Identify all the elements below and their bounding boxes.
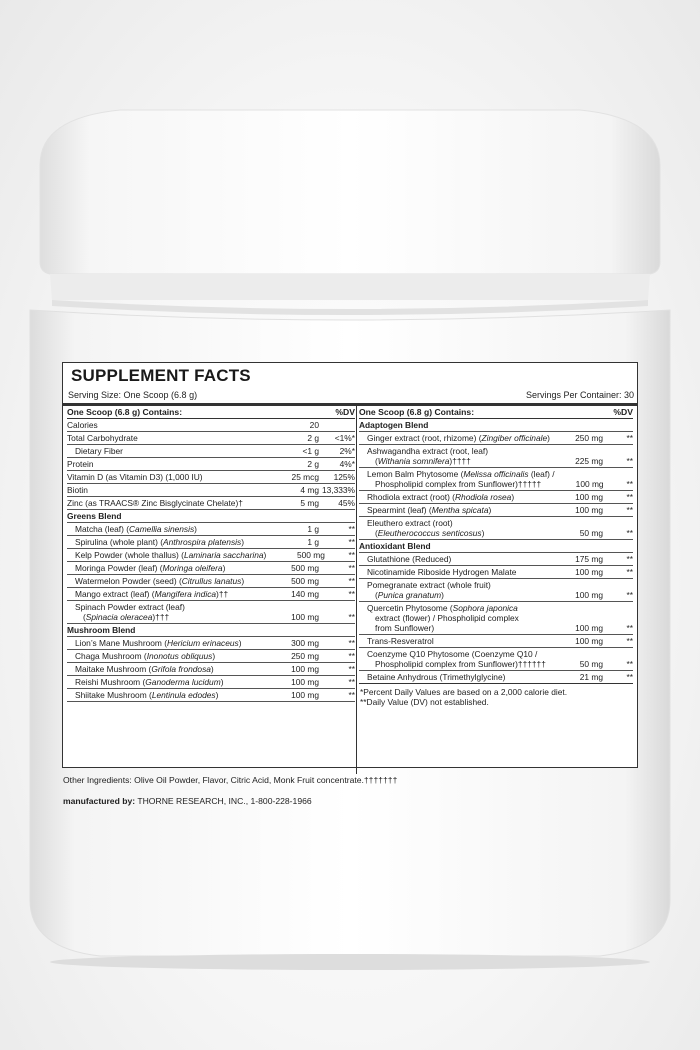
dv-note: *Percent Daily Values are based on a 2,000 calorie diet. [360,687,568,697]
nutrient-name: Calories [67,420,98,430]
other-ingredients: Other Ingredients: Olive Oil Powder, Flavor, Citric Acid, Monk Fruit concentrate.††††††† [63,775,398,785]
ingredient-name: Eleuthero extract (root) (Eleutherococcus senticosus) [367,518,485,538]
ingredient-dv: ** [348,576,355,586]
nutrient-amount: <1 g [302,446,319,456]
header-dv: %DV [335,407,355,417]
ingredient-row [67,588,355,601]
ingredient-amount: 100 mg [575,590,603,600]
ingredient-row [67,601,355,624]
ingredient-row [359,648,633,671]
ingredient-dv: ** [626,505,633,515]
nutrient-dv: 45% [338,498,355,508]
ingredient-amount: 1 g [307,524,319,534]
ingredient-name: Kelp Powder (whole thallus) (Laminaria saccharina) [75,550,267,560]
ingredient-dv: ** [348,612,355,622]
ingredient-amount: 100 mg [575,623,603,633]
ingredient-name: Coenzyme Q10 Phytosome (Coenzyme Q10 / Phospholipid complex from Sunflower)†††††† [367,649,546,669]
ingredient-dv: ** [626,492,633,502]
nutrient-dv: 2%* [339,446,355,456]
ingredient-dv: ** [348,638,355,648]
ingredient-row [359,566,633,579]
ingredient-name: Moringa Powder (leaf) (Moringa oleifera) [75,563,226,573]
ingredient-amount: 100 mg [575,636,603,646]
section-title: Greens Blend [67,511,122,521]
ingredient-amount: 140 mg [291,589,319,599]
nutrient-name: Biotin [67,485,88,495]
antioxidant-blend-heading [359,540,633,553]
ingredient-name: Rhodiola extract (root) (Rhodiola rosea) [367,492,515,502]
nutrient-row [67,432,355,445]
ingredient-dv: ** [626,659,633,669]
right-column [359,406,633,707]
ingredient-row [359,432,633,445]
ingredient-amount: 225 mg [575,456,603,466]
ingredient-dv: ** [626,433,633,443]
section-title: Antioxidant Blend [359,541,431,551]
ingredient-row [359,491,633,504]
ingredient-name: Ashwagandha extract (root, leaf) (Withania somnifera)†††† [367,446,489,466]
right-header-row [359,406,633,419]
ingredient-dv: ** [626,456,633,466]
nutrient-row [67,471,355,484]
nutrient-name: Protein [67,459,94,469]
ingredient-amount: 100 mg [291,677,319,687]
ingredient-dv: ** [626,554,633,564]
ingredient-dv: ** [348,677,355,687]
ingredient-row [359,602,633,635]
nutrient-row [67,419,355,432]
supplement-facts-panel [62,362,638,768]
nutrient-row [67,497,355,510]
ingredient-dv: ** [348,563,355,573]
ingredient-row [67,523,355,536]
nutrient-row [67,484,355,497]
ingredient-dv: ** [626,636,633,646]
ingredient-row [359,468,633,491]
header-label: One Scoop (6.8 g) Contains: [359,407,475,417]
ingredient-amount: 50 mg [579,659,603,669]
ingredient-amount: 500 mg [296,550,325,560]
ingredient-dv: ** [348,690,355,700]
left-header-row [67,406,355,419]
ingredient-amount: 175 mg [575,554,603,564]
ingredient-name: Nicotinamide Riboside Hydrogen Malate [367,567,517,577]
servings-per-container: Servings Per Container: 30 [525,390,634,400]
ingredient-row [359,517,633,540]
ingredient-name: Mango extract (leaf) (Mangifera indica)†† [75,589,229,599]
ingredient-amount: 21 mg [579,672,603,682]
ingredient-dv: ** [626,623,633,633]
nutrient-dv: 13,333% [321,485,355,495]
ingredient-name: Maitake Mushroom (Grifola frondosa) [75,664,214,674]
header-dv: %DV [613,407,633,417]
ingredient-dv: ** [348,651,355,661]
ingredient-amount: 300 mg [291,638,319,648]
nutrient-amount: 4 mg [300,485,319,495]
ingredient-name: Trans-Resveratrol [367,636,434,646]
ingredient-amount: 500 mg [291,576,319,586]
ingredient-amount: 100 mg [291,690,319,700]
ingredient-name: Spirulina (whole plant) (Anthrospira platensis) [75,537,244,547]
ingredient-amount: 100 mg [291,664,319,674]
ingredient-row [67,650,355,663]
ingredient-amount: 50 mg [579,528,603,538]
nutrient-amount: 20 [309,420,319,430]
ingredient-row [359,504,633,517]
column-divider [356,406,357,774]
serving-size: Serving Size: One Scoop (6.8 g) [68,390,198,400]
ingredient-name: Reishi Mushroom (Ganoderma lucidum) [75,677,224,687]
ingredient-name: Spinach Powder extract (leaf) (Spinacia oleracea)††† [75,602,185,622]
nutrient-name: Vitamin D (as Vitamin D3) (1,000 IU) [67,472,203,482]
dv-not-established-note: **Daily Value (DV) not established. [360,697,489,707]
ingredient-dv: ** [348,550,355,560]
nutrient-amount: 2 g [307,459,319,469]
serving-info [68,390,634,400]
ingredient-name: Glutathione (Reduced) [367,554,452,564]
nutrient-dv: 125% [333,472,355,482]
ingredient-name: Quercetin Phytosome (Sophora japonica extract (flower) / Phospholipid complex from Sunflower) [367,603,519,633]
ingredient-dv: ** [348,664,355,674]
section-title: Adaptogen Blend [359,420,429,430]
ingredient-dv: ** [348,589,355,599]
ingredient-dv: ** [626,528,633,538]
ingredient-row [67,536,355,549]
ingredient-row [359,553,633,566]
nutrient-name: Dietary Fiber [75,446,123,456]
ingredient-row [359,635,633,648]
ingredient-name: Watermelon Powder (seed) (Citrullus lanatus) [75,576,245,586]
panel-title: SUPPLEMENT FACTS [71,366,251,385]
ingredient-dv: ** [348,524,355,534]
ingredient-dv: ** [626,672,633,682]
ingredient-row [67,689,355,702]
ingredient-row [67,663,355,676]
ingredient-amount: 500 mg [291,563,319,573]
ingredient-name: Spearmint (leaf) (Mentha spicata) [367,505,492,515]
footnotes [359,684,633,707]
ingredient-name: Ginger extract (root, rhizome) (Zingiber officinale) [367,433,550,443]
nutrient-name: Zinc (as TRAACS® Zinc Bisglycinate Chelate)† [67,498,243,508]
nutrient-row [67,445,355,458]
ingredient-amount: 250 mg [291,651,319,661]
mushroom-blend-heading [67,624,355,637]
nutrient-dv: <1%* [334,433,355,443]
ingredient-row [67,637,355,650]
ingredient-amount: 1 g [307,537,319,547]
adaptogen-blend-heading [359,419,633,432]
ingredient-row [67,575,355,588]
ingredient-dv: ** [626,590,633,600]
ingredient-name: Pomegranate extract (whole fruit) (Punica granatum) [367,580,491,600]
ingredient-amount: 100 mg [575,492,603,502]
ingredient-dv: ** [626,479,633,489]
ingredient-amount: 100 mg [291,612,319,622]
ingredient-name: Chaga Mushroom (Inonotus obliquus) [75,651,216,661]
nutrient-row [67,458,355,471]
ingredient-amount: 250 mg [575,433,603,443]
ingredient-name: Shiitake Mushroom (Lentinula edodes) [75,690,219,700]
ingredient-dv: ** [348,537,355,547]
ingredient-dv: ** [626,567,633,577]
ingredient-amount: 100 mg [575,505,603,515]
manufacturer-name: THORNE RESEARCH, INC., 1-800-228-1966 [135,796,312,806]
header-label: One Scoop (6.8 g) Contains: [67,407,183,417]
ingredient-name: Lion’s Mane Mushroom (Hericium erinaceus) [75,638,242,648]
ingredient-amount: 100 mg [575,567,603,577]
ingredient-name: Betaine Anhydrous (Trimethylglycine) [367,672,506,682]
ingredient-row [67,676,355,689]
ingredient-amount: 100 mg [575,479,604,489]
ingredient-row [359,445,633,468]
nutrient-amount: 5 mg [300,498,319,508]
nutrient-dv: 4%* [339,459,355,469]
nutrient-name: Total Carbohydrate [67,433,138,443]
manufactured-label: manufactured by: [63,796,136,806]
ingredient-name: Lemon Balm Phytosome (Melissa officinalis (leaf) / Phospholipid complex from Sunflower)††††† [367,469,555,489]
ingredient-row [359,671,633,684]
section-title: Mushroom Blend [67,625,136,635]
ingredient-row [67,562,355,575]
ingredient-row [67,549,355,562]
nutrient-amount: 25 mcg [291,472,319,482]
nutrient-amount: 2 g [307,433,319,443]
ingredient-row [359,579,633,602]
manufacturer-line [63,796,312,806]
ingredient-name: Matcha (leaf) (Camellia sinensis) [75,524,197,534]
left-column [67,406,355,702]
greens-blend-heading [67,510,355,523]
